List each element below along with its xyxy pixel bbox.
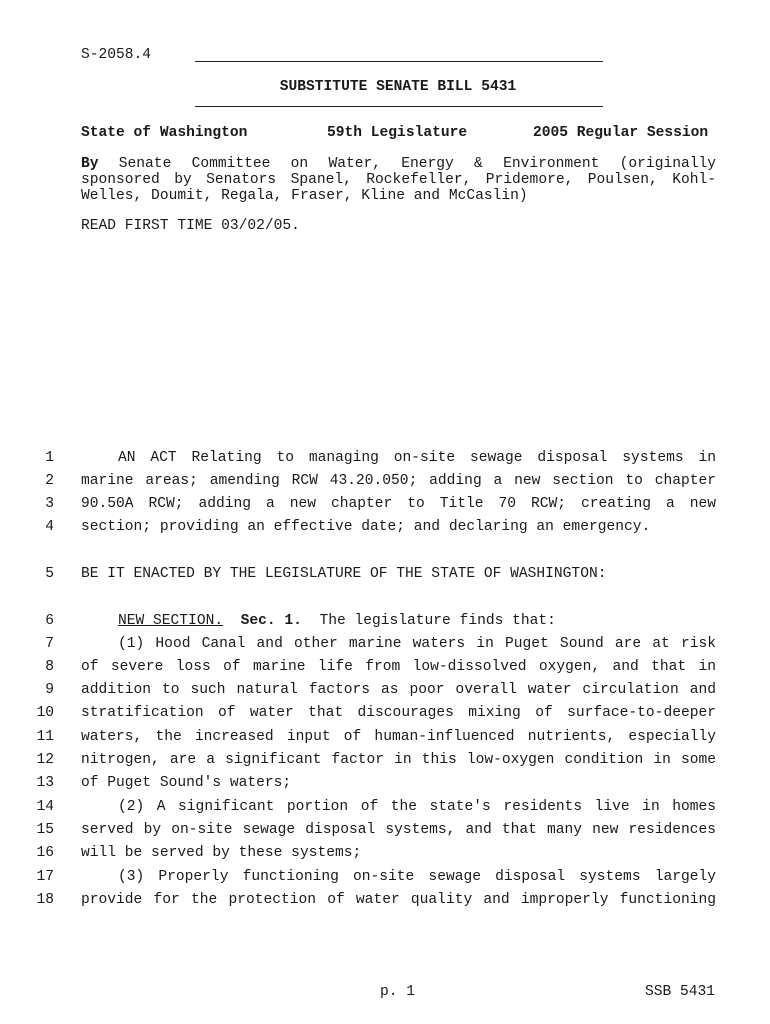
bill-footer-id: SSB 5431	[645, 984, 716, 1000]
section-text: The legislature finds that:	[319, 613, 556, 629]
bill-line-text: served by on-site sewage disposal systems, and that many new residences	[81, 822, 716, 838]
bill-line-text: (2) A significant portion of the state's residents live in homes	[118, 799, 716, 815]
header-rule-top	[195, 61, 603, 62]
line-number: 10	[36, 705, 54, 721]
bill-line-text: provide for the protection of water quality and improperly functioning	[81, 892, 716, 908]
bill-line-text: waters, the increased input of human-influenced nutrients, especially	[81, 729, 716, 745]
session-label: 2005 Regular Session	[533, 125, 709, 141]
line-number: 2	[45, 473, 54, 489]
line-number: 9	[45, 682, 54, 698]
new-section-label: NEW SECTION.	[118, 613, 224, 629]
bill-line-text: of Puget Sound's waters;	[81, 775, 292, 791]
line-number: 5	[45, 566, 54, 582]
bill-line-text: AN ACT Relating to managing on-site sewage disposal systems in	[118, 450, 716, 466]
line-number: 8	[45, 659, 54, 675]
bill-line-text: (3) Properly functioning on-site sewage disposal systems largely	[118, 869, 716, 885]
sponsor-line-1	[81, 156, 716, 172]
line-number: 12	[36, 752, 54, 768]
bill-line-text: (1) Hood Canal and other marine waters in Puget Sound are at risk	[118, 636, 716, 652]
line-number: 16	[36, 845, 54, 861]
line-number: 15	[36, 822, 54, 838]
bill-line-text	[81, 613, 716, 629]
sponsor-text-1: Senate Committee on Water, Energy & Environment (originally	[118, 156, 716, 172]
bill-line-text: 90.50A RCW; adding a new chapter to Title 70 RCW; creating a new	[81, 496, 716, 512]
state-label: State of Washington	[81, 125, 248, 141]
line-number: 18	[36, 892, 54, 908]
header-rule-bottom	[195, 106, 603, 107]
bill-title: SUBSTITUTE SENATE BILL 5431	[279, 79, 517, 95]
section-number: Sec. 1.	[240, 613, 302, 629]
bill-line-text: stratification of water that discourages mixing of surface-to-deeper	[81, 705, 716, 721]
sponsor-line-3: Welles, Doumit, Regala, Fraser, Kline and McCaslin)	[81, 188, 528, 204]
line-number: 1	[45, 450, 54, 466]
bill-line-text: section; providing an effective date; and declaring an emergency.	[81, 519, 651, 535]
line-number: 13	[36, 775, 54, 791]
bill-line-text: nitrogen, are a significant factor in this low-oxygen condition in some	[81, 752, 716, 768]
legislature-label: 59th Legislature	[327, 125, 468, 141]
line-number: 14	[36, 799, 54, 815]
line-number: 11	[36, 729, 54, 745]
line-number: 4	[45, 519, 54, 535]
bill-line-text: BE IT ENACTED BY THE LEGISLATURE OF THE STATE OF WASHINGTON:	[81, 566, 607, 582]
line-number: 3	[45, 496, 54, 512]
page-number: p. 1	[380, 984, 416, 1000]
bill-line-text: addition to such natural factors as poor overall water circulation and	[81, 682, 716, 698]
line-number: 6	[45, 613, 54, 629]
sponsor-line-2: sponsored by Senators Spanel, Rockefeller, Pridemore, Poulsen, Kohl-	[81, 172, 716, 188]
by-label: By	[81, 156, 99, 172]
read-first-time: READ FIRST TIME 03/02/05.	[81, 218, 300, 234]
bill-line-text: of severe loss of marine life from low-dissolved oxygen, and that in	[81, 659, 716, 675]
line-number: 17	[36, 869, 54, 885]
bill-line-text: will be served by these systems;	[81, 845, 362, 861]
line-number: 7	[45, 636, 54, 652]
document-id: S-2058.4	[81, 47, 152, 63]
bill-line-text: marine areas; amending RCW 43.20.050; adding a new section to chapter	[81, 473, 716, 489]
